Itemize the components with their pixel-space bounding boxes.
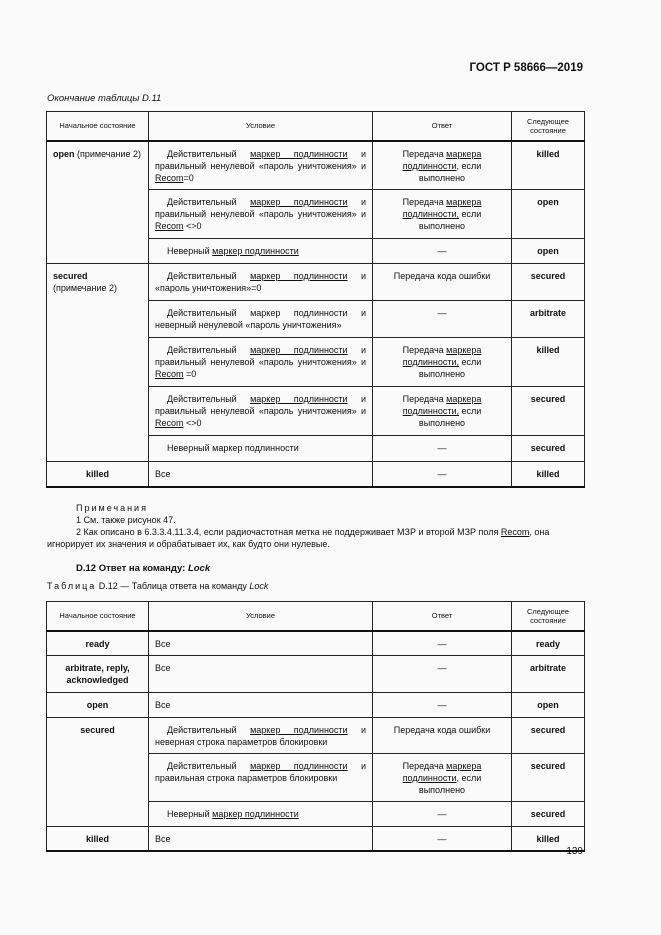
condition-cell: Действительный маркер подлинности и правильный ненулевой «пароль уничтожения» и Recom=0 (149, 141, 373, 190)
column-header: Следующее состояние (512, 112, 585, 141)
table-row (47, 692, 585, 717)
column-header: Ответ (373, 602, 512, 631)
initial-state-cell: killed (47, 462, 149, 487)
initial-state-cell: secured (47, 717, 149, 826)
table-d12 (46, 601, 585, 852)
response-cell: — (373, 655, 512, 692)
initial-state-cell: killed (47, 826, 149, 851)
next-state-cell: open (512, 692, 585, 717)
table-row (47, 462, 585, 487)
response-cell: — (373, 462, 512, 487)
notes-block (47, 502, 587, 550)
next-state-cell: killed (512, 462, 585, 487)
condition-cell: Неверный маркер подлинности (149, 239, 373, 264)
note-1: 1 См. также рисунок 47. (76, 515, 176, 525)
condition-cell: Неверный маркер подлинности (149, 436, 373, 462)
state-note: (примечание 2) (53, 283, 117, 293)
next-state-cell: secured (512, 753, 585, 801)
table-row (47, 655, 585, 692)
condition-cell: Действительный маркер подлинности и правильный ненулевой «пароль уничтожения» и Recom <>0 (149, 190, 373, 239)
condition-cell: Действительный маркер подлинности и правильный ненулевой «пароль уничтожения» и Recom =0 (149, 338, 373, 387)
table-row (47, 264, 585, 301)
column-header: Ответ (373, 112, 512, 141)
condition-cell: Все (149, 462, 373, 487)
response-cell: — (373, 631, 512, 656)
response-cell: — (373, 436, 512, 462)
condition-cell: Неверный маркер подлинности (149, 801, 373, 826)
next-state-cell: open (512, 239, 585, 264)
note-2: 2 Как описано в 6.3.3.4.11.3.4, если радиочастотная метка не поддерживает МЗР и второй МЗР поля Recom, она игнорирует их значения и обрабатывает их, как будто они нулевые. (47, 527, 550, 549)
initial-state-cell (47, 141, 149, 264)
initial-state-cell (47, 264, 149, 462)
response-cell: — (373, 301, 512, 338)
response-cell: — (373, 692, 512, 717)
condition-cell: Все (149, 692, 373, 717)
response-cell: Передача кода ошибки (373, 264, 512, 301)
response-cell: Передача маркера подлинности, если выполнено (373, 387, 512, 436)
next-state-cell: secured (512, 717, 585, 753)
document-id: ГОСТ Р 58666—2019 (469, 62, 583, 74)
state-name: secured (53, 271, 88, 281)
next-state-cell: secured (512, 801, 585, 826)
table-row (47, 717, 585, 753)
column-header: Начальное состояние (47, 602, 149, 631)
response-cell: Передача маркера подлинности, если выполнено (373, 753, 512, 801)
next-state-cell: secured (512, 436, 585, 462)
response-cell: Передача маркера подлинности, если выполнено (373, 338, 512, 387)
next-state-cell: ready (512, 631, 585, 656)
column-header: Условие (149, 112, 373, 141)
response-cell: — (373, 826, 512, 851)
next-state-cell: open (512, 190, 585, 239)
notes-heading: Примечания (76, 503, 148, 513)
next-state-cell: secured (512, 387, 585, 436)
column-header: Условие (149, 602, 373, 631)
response-cell: Передача маркера подлинности, если выполнено (373, 141, 512, 190)
response-cell: — (373, 239, 512, 264)
table-caption: Таблица D.12 — Таблица ответа на команду Lock (47, 581, 269, 591)
initial-state-cell: arbitrate, reply, acknowledged (47, 655, 149, 692)
column-header: Начальное состояние (47, 112, 149, 141)
next-state-cell: arbitrate (512, 655, 585, 692)
initial-state-cell: ready (47, 631, 149, 656)
page-number: 139 (566, 846, 583, 857)
table-row (47, 826, 585, 851)
section-heading: D.12 Ответ на команду: Lock (76, 563, 211, 574)
state-note: (примечание 2) (74, 148, 141, 159)
next-state-cell: killed (512, 826, 585, 851)
condition-cell: Действительный маркер подлинности и правильная строка параметров блокировки (149, 753, 373, 801)
initial-state-cell: open (47, 692, 149, 717)
condition-cell: Действительный маркер подлинности и неверный ненулевой «пароль уничтожения» (149, 301, 373, 338)
next-state-cell: killed (512, 141, 585, 190)
table-d11-end (46, 111, 585, 488)
table-row (47, 631, 585, 656)
state-name: open (53, 148, 75, 159)
condition-cell: Действительный маркер подлинности и правильный ненулевой «пароль уничтожения» и Recom <>0 (149, 387, 373, 436)
condition-cell: Все (149, 826, 373, 851)
column-header: Следующее состояние (512, 602, 585, 631)
table-row (47, 141, 585, 190)
response-cell: — (373, 801, 512, 826)
condition-cell: Действительный маркер подлинности и неверная строка параметров блокировки (149, 717, 373, 753)
next-state-cell: secured (512, 264, 585, 301)
next-state-cell: killed (512, 338, 585, 387)
next-state-cell: arbitrate (512, 301, 585, 338)
condition-cell: Все (149, 631, 373, 656)
response-cell: Передача маркера подлинности, если выполнено (373, 190, 512, 239)
condition-cell: Все (149, 655, 373, 692)
response-cell: Передача кода ошибки (373, 717, 512, 753)
table-caption: Окончание таблицы D.11 (47, 93, 162, 104)
condition-cell: Действительный маркер подлинности и «пароль уничтожения»=0 (149, 264, 373, 301)
